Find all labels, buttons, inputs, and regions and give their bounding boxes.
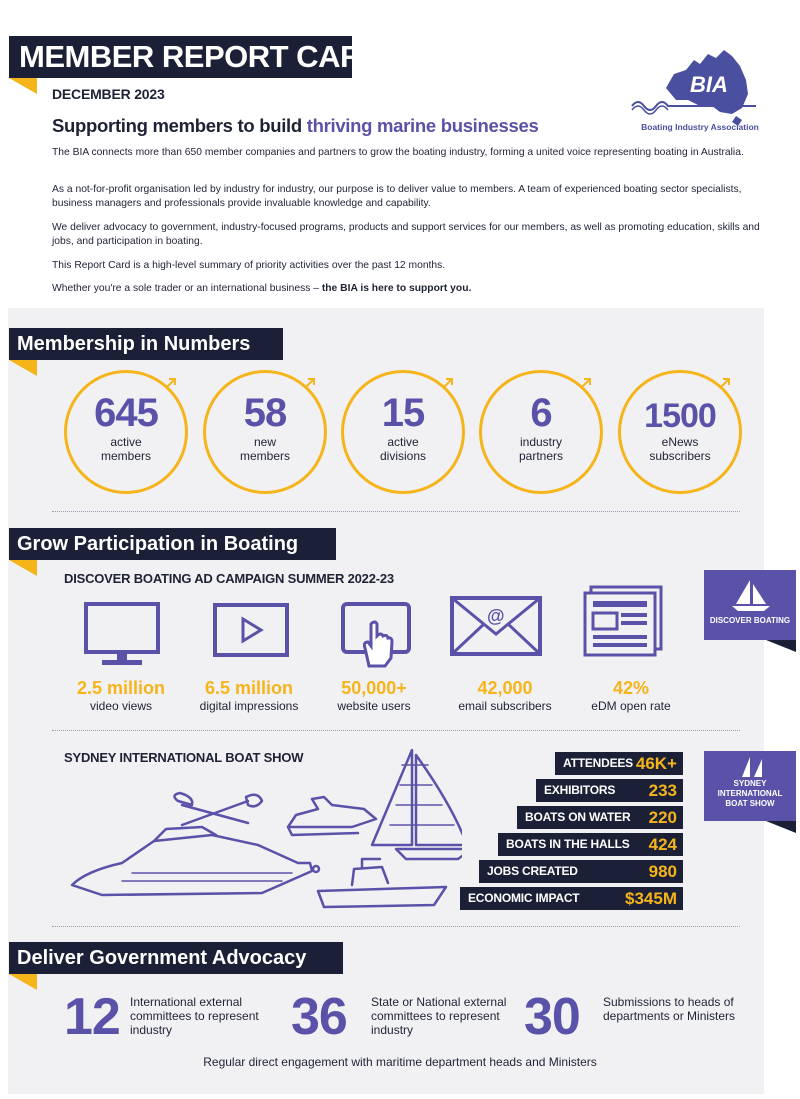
advocacy-text-submissions: Submissions to heads of departments or Ministers bbox=[603, 995, 736, 1023]
logo-caption: Boating Industry Association bbox=[641, 122, 759, 132]
boat-show-stat-label: ECONOMIC IMPACT bbox=[468, 891, 580, 905]
svg-text:@: @ bbox=[487, 606, 505, 626]
arrow-icon bbox=[165, 377, 179, 391]
boat-show-stat-attendees bbox=[555, 752, 683, 775]
stat-circle-enews bbox=[618, 370, 742, 494]
boat-show-badge-text bbox=[704, 779, 796, 809]
campaign-stat-value: 6.5 million bbox=[204, 678, 294, 698]
campaign-stat-label: eDM open rate bbox=[591, 699, 671, 713]
campaign-stat-impressions bbox=[184, 677, 314, 713]
membership-notch bbox=[9, 360, 37, 376]
monitor-icon bbox=[84, 602, 160, 668]
stat-circle-new-members bbox=[203, 370, 327, 494]
stat-label-line1: active bbox=[110, 435, 142, 449]
sail-logo-icon bbox=[734, 755, 770, 779]
stat-label-line2: partners bbox=[518, 449, 564, 463]
discover-boating-badge bbox=[704, 570, 796, 640]
badge-notch bbox=[766, 640, 796, 652]
advocacy-heading: Deliver Government Advocacy bbox=[9, 942, 343, 974]
report-title: MEMBER REPORT CARD bbox=[9, 36, 352, 78]
discover-boating-badge-text: DISCOVER BOATING bbox=[709, 616, 791, 625]
intro-paragraph-1: The BIA connects more than 650 member companies and partners to grow the boating industry, forming a united voice representing boating in Australia. bbox=[52, 147, 744, 158]
intro-p5-prefix: Whether you're a sole trader or an international business – bbox=[52, 283, 322, 294]
boat-show-badge-line3: BOAT SHOW bbox=[725, 799, 775, 808]
stat-label-line2: members bbox=[100, 449, 151, 463]
campaign-stat-label: video views bbox=[89, 699, 153, 713]
boat-show-stat-jobs bbox=[479, 860, 683, 883]
badge-notch bbox=[766, 821, 796, 833]
arrow-icon bbox=[580, 377, 594, 391]
boat-show-stat-boats-in-halls bbox=[498, 833, 683, 856]
logo-lettering: BIA bbox=[690, 72, 728, 97]
arrow-icon bbox=[304, 377, 318, 391]
report-date: DECEMBER 2023 bbox=[52, 86, 165, 102]
stat-label-line2: subscribers bbox=[649, 449, 711, 463]
campaign-stat-label: digital impressions bbox=[199, 699, 299, 713]
campaign-stat-email-subscribers bbox=[440, 677, 570, 713]
tagline bbox=[52, 115, 538, 137]
stat-value: 1500 bbox=[644, 397, 716, 435]
email-icon bbox=[450, 596, 542, 656]
boat-show-stat-value: 46K+ bbox=[635, 754, 677, 773]
campaign-stat-value: 2.5 million bbox=[76, 678, 166, 698]
stat-value: 15 bbox=[381, 391, 425, 435]
intro-paragraph-3: We deliver advocacy to government, industry-focused programs, products and support services for our members, as well as promoting education, skills and jobs, and participation in boating. bbox=[52, 222, 760, 247]
participation-heading: Grow Participation in Boating bbox=[9, 528, 336, 560]
campaign-stat-value: 42,000 bbox=[477, 678, 533, 698]
boat-show-stat-exhibitors bbox=[536, 779, 683, 802]
boat-show-stat-value: 980 bbox=[648, 862, 677, 881]
stat-circle-partners bbox=[479, 370, 603, 494]
boat-show-stat-value: 233 bbox=[648, 781, 677, 800]
membership-heading: Membership in Numbers bbox=[9, 328, 283, 360]
boat-show-stat-label: BOATS ON WATER bbox=[525, 810, 631, 824]
intro-paragraph-2: As a not-for-profit organisation led by industry for industry, our purpose is to deliver value to members. A team of experienced boating sector specialists, business managers and professionals provide invaluable knowledge and capability. bbox=[52, 184, 742, 209]
stat-circle-members bbox=[64, 370, 188, 494]
divider bbox=[52, 926, 740, 927]
tagline-highlight: thriving marine businesses bbox=[306, 115, 539, 136]
boat-show-badge-line1: SYDNEY bbox=[733, 779, 767, 788]
advocacy-notch bbox=[9, 974, 37, 990]
stat-label-line2: divisions bbox=[379, 449, 427, 463]
tagline-prefix: Supporting members to build bbox=[52, 115, 307, 136]
boats-illustration bbox=[62, 745, 462, 915]
boat-show-badge-line2: INTERNATIONAL bbox=[717, 789, 783, 798]
campaign-stat-label: website users bbox=[337, 699, 411, 713]
arrow-icon bbox=[442, 377, 456, 391]
campaign-stat-website-users bbox=[309, 677, 439, 713]
advocacy-footnote: Regular direct engagement with maritime department heads and Ministers bbox=[203, 1055, 597, 1069]
stat-label-line2: members bbox=[239, 449, 290, 463]
title-notch bbox=[9, 78, 37, 94]
campaign-stat-open-rate bbox=[566, 677, 696, 713]
advocacy-value-submissions: 30 bbox=[524, 988, 580, 1046]
play-icon bbox=[213, 603, 289, 657]
boat-show-stat-boats-on-water bbox=[517, 806, 683, 829]
advocacy-text-international: International external committees to represent industry bbox=[130, 995, 259, 1037]
boat-show-title: SYDNEY INTERNATIONAL BOAT SHOW bbox=[64, 750, 304, 765]
boat-show-stat-value: 220 bbox=[648, 808, 677, 827]
stat-value: 645 bbox=[94, 391, 158, 435]
campaign-stat-video-views bbox=[56, 677, 186, 713]
stat-circle-divisions bbox=[341, 370, 465, 494]
participation-notch bbox=[9, 560, 37, 576]
campaign-stat-label: email subscribers bbox=[458, 699, 552, 713]
stat-value: 6 bbox=[530, 391, 552, 435]
stat-label-line1: industry bbox=[519, 435, 563, 449]
stat-label-line1: eNews bbox=[661, 435, 699, 449]
campaign-stat-value: 42% bbox=[612, 678, 650, 698]
divider bbox=[52, 511, 740, 512]
stat-label-line1: active bbox=[387, 435, 419, 449]
advocacy-value-state-national: 36 bbox=[291, 988, 347, 1046]
newsletter-icon bbox=[583, 585, 663, 657]
intro-p5-bold: the BIA is here to support you. bbox=[321, 283, 472, 294]
campaign-title: DISCOVER BOATING AD CAMPAIGN SUMMER 2022-23 bbox=[64, 571, 394, 586]
advocacy-text-state-national: State or National external committees to represent industry bbox=[371, 995, 507, 1037]
arrow-icon bbox=[719, 377, 733, 391]
intro-paragraph-5 bbox=[52, 282, 772, 296]
sailboat-icon bbox=[730, 578, 772, 612]
campaign-stat-value: 50,000+ bbox=[341, 678, 407, 698]
divider bbox=[52, 730, 740, 731]
boat-show-stat-value: $345M bbox=[625, 889, 677, 908]
boat-show-badge bbox=[704, 751, 796, 821]
touch-icon bbox=[341, 602, 411, 670]
boat-show-stat-label: BOATS IN THE HALLS bbox=[506, 837, 630, 851]
advocacy-value-international: 12 bbox=[64, 988, 120, 1046]
boat-show-stat-economic-impact bbox=[460, 887, 683, 910]
intro-paragraph-4: This Report Card is a high-level summary of priority activities over the past 12 months. bbox=[52, 260, 446, 271]
boat-show-stat-value: 424 bbox=[648, 835, 677, 854]
stat-value: 58 bbox=[243, 391, 287, 435]
boat-show-stat-label: EXHIBITORS bbox=[544, 783, 616, 797]
boat-show-stat-label: JOBS CREATED bbox=[487, 864, 578, 878]
boat-show-stat-label: ATTENDEES bbox=[563, 756, 633, 770]
stat-label-line1: new bbox=[253, 435, 276, 449]
